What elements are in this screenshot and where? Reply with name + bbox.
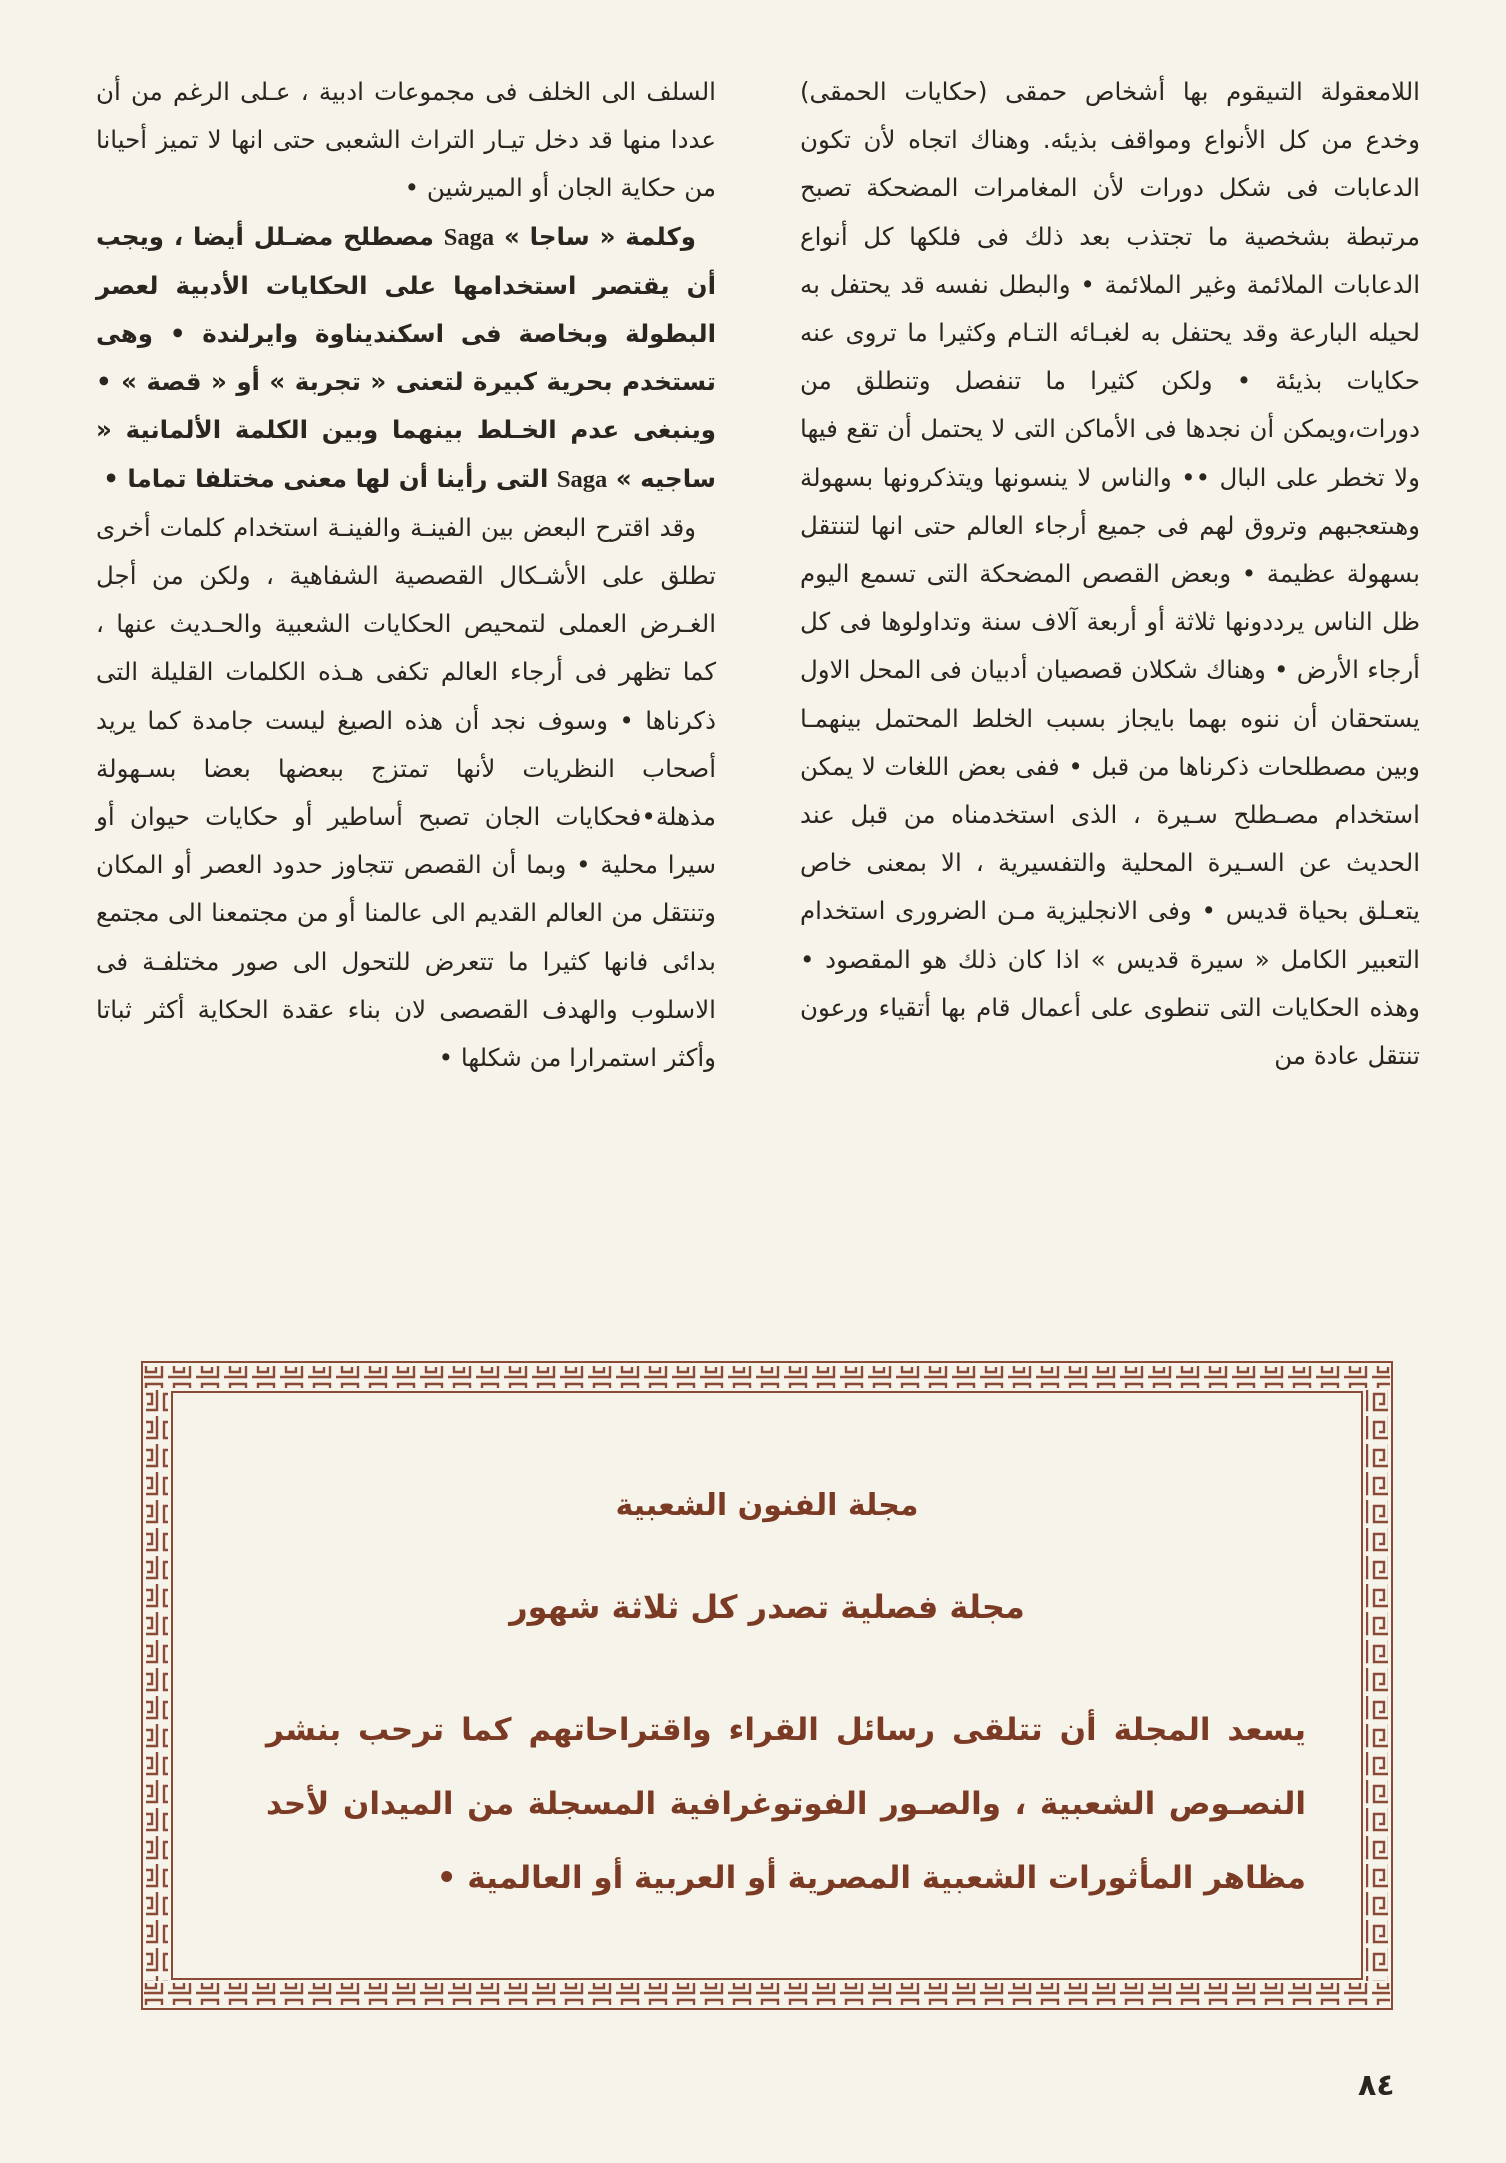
article-column-right <box>800 68 1420 1080</box>
text-run: التى رأينا أن لها معنى مختلفا تماما • <box>103 463 549 493</box>
latin-term: Saga <box>556 465 608 493</box>
page-number: ٨٤ <box>1358 2068 1395 2103</box>
latin-term: Saga <box>443 223 495 251</box>
notice-title: مجلة الفنون الشعبية <box>615 1488 919 1523</box>
text-run: وكلمة « ساجا » <box>503 221 697 251</box>
article-paragraph: اللامعقولة التىيقوم بها أشخاص حمقى (حكايات الحمقى) وخدع من كل الأنواع ومواقف بذيئه. وهناك اتجاه لأن تكون الدعابات فى شكل دورات لأن المغامرات المضحكة تصبح مرتبطة بشخصية ما تجتذب بعد ذلك فى فلكها كل أنواع الدعابات الملائمة وغير الملائمة • والبطل نفسه قد يحتفل به لحيله البارعة وقد يحتفل به لغبـائه التـام وكثيرا ما تروى عنه حكايات بذيئة • ولكن كثيرا ما تنفصل وتنطلق من دورات،ويمكن أن نجدها فى الأماكن التى لا يحتمل أن تقع فيها ولا تخطر على البال •• والناس لا ينسونها ويتذكرونها بسهولة وهىتعجبهم وتروق لهم فى جميع أرجاء العالم حتى انها لتنتقل بسهولة عظيمة • وبعض القصص المضحكة التى تسمع اليوم ظل الناس يرددونها ثلاثة أو أربعة آلاف سنة وتداولوها فى كل أرجاء الأرض • وهناك شكلان قصصيان أدبيان فى المحل الاول يستحقان أن ننوه بهما بايجاز بسبب الخلط المحتمل بينهمـا وبين مصطلحات ذكرناها من قبل • ففى بعض اللغات لا يمكن استخدام مصـطلح سـيرة ، الذى استخدمناه من قبل عند الحديث عن السـيرة المحلية والتفسيرية ، الا بمعنى خاص يتعـلق بحياة قديس • وفى الانجليزية مـن الضرورى استخدام التعبير الكامل « سيرة قديس » اذا كان ذلك هو المقصود • وهذه الحكايات التى تنطوى على أعمال قام بها أتقياء ورعون تنتقل عادة من <box>800 77 1420 1071</box>
article-column-left <box>96 68 716 1082</box>
article-paragraph: السلف الى الخلف فى مجموعات ادبية ، عـلى الرغم من أن عددا منها قد دخل تيـار التراث الشعبى حتى انها لا تميز أحيانا من حكاية الجان أو الميرشين • <box>96 77 716 203</box>
article-paragraph-bold <box>96 213 716 504</box>
notice-subtitle: مجلة فصلية تصدر كل ثلاثة شهور <box>509 1588 1025 1626</box>
notice-content <box>198 1358 1336 2013</box>
text-run: مصطلح مضـلل أيضا ، ويجب أن يقتصر استخدامها على الحكايات الأدبية لعصر البطولة وبخاصة فى اسكنديناوة وايرلندة • وهى تستخدم بحرية كبيرة لتعنى « تجربة » أو « قصة » • وينبغى عدم الخـلط بينهما وبين الكلمة الألمانية « ساجيه » <box>96 221 716 493</box>
notice-body: يسعد المجلة أن تتلقى رسائل القراء واقتراحاتهم كما ترحب بنشر النصـوص الشعبية ، والصـور الفوتوغرافية المسجلة من الميدان لأحد مظاهر المأثورات الشعبية المصرية أو العربية أو العالمية • <box>266 1712 1306 1896</box>
article-paragraph: وقد اقترح البعض بين الفينـة والفينـة استخدام كلمات أخرى تطلق على الأشـكال القصصية الشفاهية ، ولكن من أجل الغـرض العملى لتمحيص الحكايات الشعبية والحـديث عنها ، كما تظهر فى أرجاء العالم تكفى هـذه الكلمات القليلة التى ذكرناها • وسوف نجد أن هذه الصيغ ليست جامدة كما يريد أصحاب النظريات لأنها تمتزج ببعضها بعضا بسـهولة مذهلة•فحكايات الجان تصبح أساطير أو حكايات حيوان أو سيرا محلية • وبما أن القصص تتجاوز حدود العصر أو المكان وتنتقل من العالم القديم الى عالمنا أو من مجتمعنا الى مجتمع بدائى فانها كثيرا ما تتعرض للتحول الى صور مختلفـة فى الاسلوب والهدف القصصى لان بناء عقدة الحكاية أكثر ثباتا وأكثر استمرارا من شكلها • <box>96 512 716 1073</box>
journal-notice-box <box>138 1358 1396 2013</box>
